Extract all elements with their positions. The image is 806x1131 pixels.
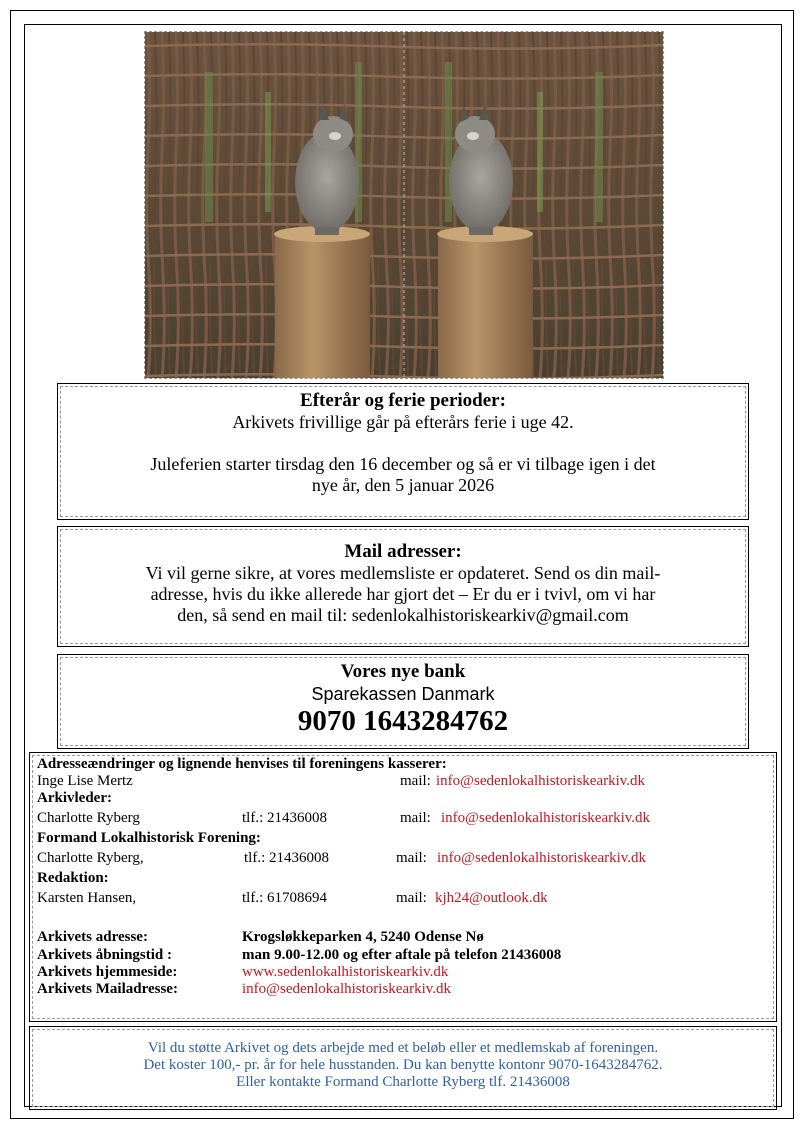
mail-line-2: adresse, hvis du ikke allerede har gjort det – Er du er i tvivl, om vi har xyxy=(150,584,656,604)
redaktion-mail-label: mail: xyxy=(396,890,427,906)
contacts-box xyxy=(29,752,777,1022)
mail-notice-box xyxy=(57,526,749,647)
arkivleder-name: Charlotte Ryberg xyxy=(37,810,140,826)
bank-box xyxy=(57,654,749,749)
mailadresse-link[interactable]: info@sedenlokalhistoriskearkiv.dk xyxy=(242,981,452,997)
owl-illustration xyxy=(145,32,663,378)
support-line-3: Eller kontakte Formand Charlotte Ryberg tlf. 21436008 xyxy=(236,1074,570,1090)
owl-photo xyxy=(144,31,664,379)
bank-account-number: 9070 1643284762 xyxy=(297,705,509,737)
vacation-line-2: Juleferien starter tirsdag den 16 december og så er vi tilbage igen i det xyxy=(150,454,656,474)
vacation-notice-box xyxy=(57,383,749,520)
vacation-line-3: nye år, den 5 januar 2026 xyxy=(311,475,495,495)
support-line-2: Det koster 100,- pr. år for hele husstanden. Du kan benytte kontonr 9070-1643284762. xyxy=(143,1057,663,1073)
adresse-value: Krogsløkkeparken 4, 5240 Odense Nø xyxy=(242,929,484,945)
formand-name: Charlotte Ryberg, xyxy=(37,850,144,866)
kasserer-mail-link[interactable]: info@sedenlokalhistoriskearkiv.dk xyxy=(436,773,646,789)
formand-phone: tlf.: 21436008 xyxy=(244,850,329,866)
redaktion-name: Karsten Hansen, xyxy=(37,890,137,906)
vacation-title: Efterår og ferie perioder: xyxy=(300,390,506,411)
support-line-1: Vil du støtte Arkivet og dets arbejde med et beløb eller et medlemskab af foreningen. xyxy=(147,1040,659,1056)
adresse-label: Arkivets adresse: xyxy=(37,929,148,945)
kasserer-name: Inge Lise Mertz xyxy=(37,773,133,789)
formand-mail-link[interactable]: info@sedenlokalhistoriskearkiv.dk xyxy=(437,850,647,866)
hjemmeside-label: Arkivets hjemmeside: xyxy=(37,964,178,980)
support-box xyxy=(29,1026,777,1110)
redaktion-role: Redaktion: xyxy=(37,870,109,886)
contacts-heading: Adresseændringer og lignende henvises til foreningens kasserer: xyxy=(37,756,447,772)
bank-name: Sparekassen Danmark xyxy=(311,684,495,704)
mail-line-1: Vi vil gerne sikre, at vores medlemsliste er opdateret. Send os din mail- xyxy=(145,563,661,583)
redaktion-phone: tlf.: 61708694 xyxy=(242,890,327,906)
vacation-line-1: Arkivets frivillige går på efterårs ferie i uge 42. xyxy=(232,412,574,432)
redaktion-mail-link[interactable]: kjh24@outlook.dk xyxy=(435,890,548,906)
formand-mail-label: mail: xyxy=(396,850,427,866)
arkivleder-phone: tlf.: 21436008 xyxy=(242,810,327,826)
mail-title: Mail adresser: xyxy=(344,541,462,562)
aabningstid-label: Arkivets åbningstid : xyxy=(37,947,173,963)
kasserer-mail-label: mail: xyxy=(400,773,431,789)
mailadresse-label: Arkivets Mailadresse: xyxy=(37,981,178,997)
formand-role: Formand Lokalhistorisk Forening: xyxy=(37,830,261,846)
aabningstid-value: man 9.00-12.00 og efter aftale på telefon 21436008 xyxy=(242,947,562,963)
mail-line-3: den, så send en mail til: sedenlokalhistoriskearkiv@gmail.com xyxy=(177,605,629,625)
bank-title: Vores nye bank xyxy=(340,661,466,682)
arkivleder-mail-label: mail: xyxy=(400,810,431,826)
arkivleder-role: Arkivleder: xyxy=(37,790,112,806)
arkivleder-mail-link[interactable]: info@sedenlokalhistoriskearkiv.dk xyxy=(441,810,651,826)
hjemmeside-link[interactable]: www.sedenlokalhistoriskearkiv.dk xyxy=(242,964,449,980)
